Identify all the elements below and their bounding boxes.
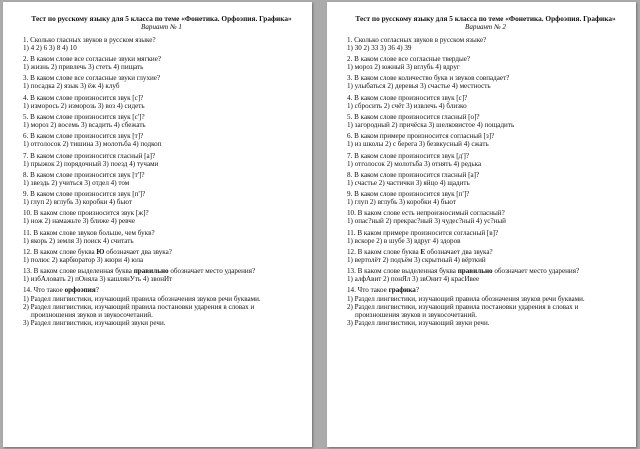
answer-option: 1) Раздел лингвистики, изучающий правила обозначения звуков речи буквами.: [347, 294, 585, 303]
question: 12. В каком слове буква Ю обозначает два звука? 1) полюс 2) карбюратор 3) жюри 4) юла: [23, 247, 172, 264]
question: 12. В каком слове буква Е обозначает два звука? 1) вертолёт 2) подъём 3) скрытный 4) вёрткий: [347, 247, 493, 264]
question: 5. В каком слове произносится звук [с']? 1) мороз 2) восемь 3) всадить 4) сбежать: [23, 112, 146, 130]
question-final: 14. Что такое орфоэпия? 1) Раздел лингвистики, изучающий правила обозначения звуков речи буквами. 2) Раздел лингвистики, изучающий правила постановки ударения в словах и произношения звуков и звукосочетаний. 3) Раздел лингвистики, изучающий звуки речи.: [23, 286, 300, 326]
question-final: 14. Что такое графика? 1) Раздел лингвистики, изучающий правила обозначения звуков речи буквами. 2) Раздел лингвистики, изучающий правила постановки ударения в словах и произношения звуков и звукосочетаний. 3) Раздел лингвистики, изучающий звуки речи.: [347, 286, 624, 326]
question: 13. В каком слове выделенная буква правильно обозначает место ударения? 1) избАловать 2) пОняла 3) кашлянУть 4) звонИт: [23, 267, 256, 284]
question: 6. В каком примере произносится согласный [з]? 1) из школы 2) с берега 3) безвкусный 4) сжать: [347, 132, 495, 149]
answer-option: 3) Раздел лингвистики, изучающий звуки речи.: [23, 318, 166, 327]
question: 4. В каком слове произносится звук [с]? 1) изморось 2) изморозь 3) воз 4) сидеть: [23, 93, 145, 110]
test-title: Тест по русскому языку для 5 класса по теме «Фонетика. Орфоэпия. Графика»: [31, 14, 292, 23]
question: 5. В каком слове произносится гласный [о]? 1) загородный 2) причёска 3) шелковистое 4) пощадить: [347, 112, 515, 130]
question: 11. В каком примере произносится согласный [в]? 1) вскоре 2) в шубе 3) вдруг 4) здоров: [347, 228, 499, 245]
question: 8. В каком слове произносится гласный [а]? 1) счастье 2) частички 3) яйцо 4) щадить: [347, 170, 480, 187]
question: 7. В каком слове произносится гласный [а]? 1) прыжок 2) порядочный 3) поезд 4) тучами: [23, 151, 159, 168]
question: 2. В каком слове все согласные твердые? 1) мороз 2) южный 3) вглубь 4) вдруг: [347, 55, 471, 72]
answer-option: 2) Раздел лингвистики, изучающий правила постановки ударения в словах и произношения звуков и звукосочетаний.: [23, 302, 255, 319]
answer-option: 1) Раздел лингвистики, изучающий правила обозначения звуков речи буквами.: [23, 294, 261, 303]
page-content: [327, 2, 636, 327]
question: 2. В каком слове все согласные звуки мягкие? 1) жизнь 2) привлечь 3) стеть 4) пищать: [23, 55, 162, 72]
question: 9. В каком слове произносится звук [п']? 1) глуп 2) вглубь 3) коробки 4) бьют: [347, 190, 470, 207]
answer-option: 3) Раздел лингвистики, изучающий звуки речи.: [347, 318, 490, 327]
question: 1. Сколько гласных звуков в русском языке? 1) 4 2) 6 3) 8 4) 10: [23, 35, 156, 52]
variant-label: Вариант № 1: [141, 23, 182, 32]
question: 9. В каком слове произносится звук [п']? 1) глуп 2) вглубь 3) коробки 4) бьют: [23, 190, 146, 207]
question: 6. В каком слове произносится звук [т]? 1) отголосок 2) тишина 3) молотьба 4) подкоп: [23, 132, 162, 149]
question: 10. В каком слове есть непроизносимый согласный? 1) опас?ный 2) прекрас?ный 3) чудес?ный 4) ус?ный: [347, 209, 506, 226]
test-title: Тест по русскому языку для 5 класса по теме «Фонетика. Орфоэпия. Графика»: [355, 14, 616, 23]
variant-label: Вариант № 2: [465, 23, 506, 32]
question: 8. В каком слове произносится звук [т']? 1) звездь 2) учиться 3) отдел 4) том: [23, 170, 145, 187]
question: 1. Сколько согласных звуков в русском языке? 1) 30 2) 33 3) 36 4) 39: [347, 35, 487, 52]
document-page-variant-2: [327, 2, 636, 447]
question: 11. В каком слове звуков больше, чем букв? 1) якорь 2) земля 3) поиск 4) считать: [23, 228, 155, 245]
question: 3. В каком слове количество букв и звуков совпадает? 1) улыбаться 2) деревья 3) счастье 4) местность: [347, 74, 510, 91]
question: 7. В каком слове произносится звук [д']? 1) отголосок 2) молотьба 3) отнять 4) редька: [347, 151, 482, 168]
question: 3. В каком слове все согласные звуки глухие? 1) посадка 2) язык 3) ёж 4) клуб: [23, 74, 161, 91]
page-content: [3, 2, 312, 327]
answer-option: 2) Раздел лингвистики, изучающий правила постановки ударения в словах и произношения звуков и звукосочетаний.: [347, 302, 579, 319]
question: 13. В каком слове выделенная буква правильно обозначает место ударения? 1) алфАвит 2) понЯл 3) звОнит 4) красИвее: [347, 267, 580, 284]
question: 4. В каком слове произносится звук [с]? 1) сбросить 2) счёт 3) извлечь 4) близко: [347, 93, 468, 110]
question: 10. В каком слове произносится звук [ж]? 1) нож 2) намажьте 3) ближе 4) ревче: [23, 209, 149, 226]
document-page-variant-1: [3, 2, 312, 447]
